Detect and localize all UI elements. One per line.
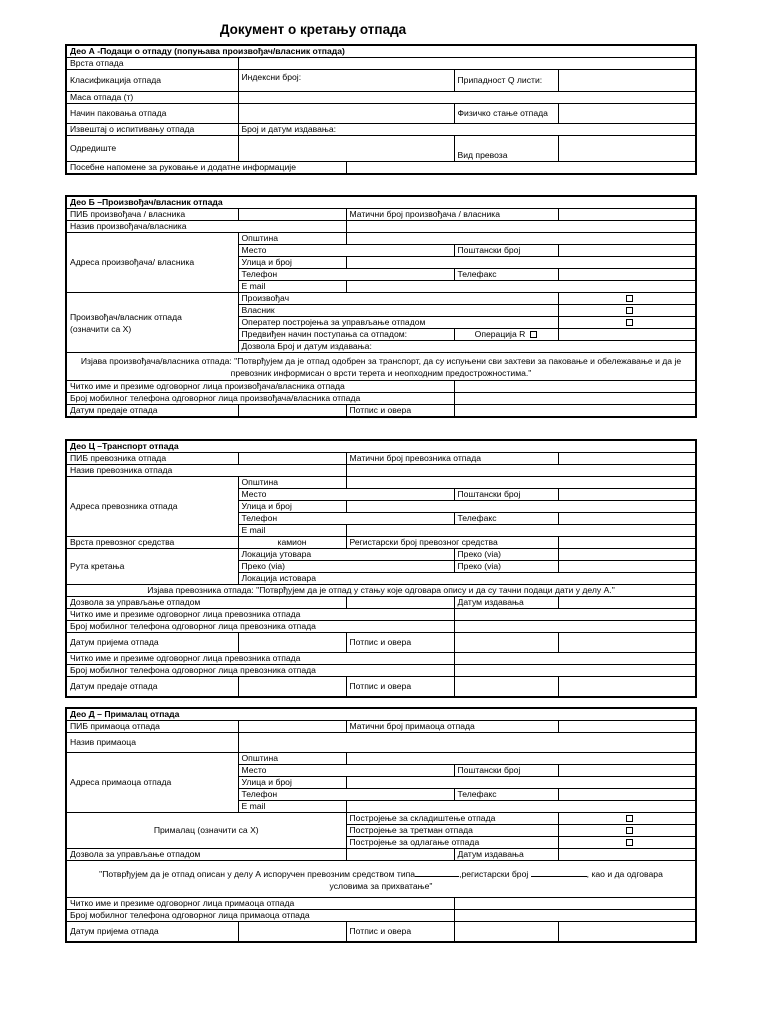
responsible-name-field[interactable] <box>454 381 696 393</box>
responsible-phone-field-2[interactable] <box>454 665 696 677</box>
municipality-field[interactable] <box>346 753 696 765</box>
permit-field[interactable] <box>346 597 454 609</box>
signature-label: Потпис и овера <box>346 405 454 418</box>
section-b-table <box>65 195 697 418</box>
responsible-phone-label: Број мобилног телефона одговорног лица произвођача/власника отпада <box>66 393 454 405</box>
destination-label: Одредиште <box>66 136 238 162</box>
postal-field[interactable] <box>558 765 696 777</box>
issue-date-field[interactable] <box>558 597 696 609</box>
signature-field-3[interactable] <box>454 677 558 698</box>
number-date-label: Број и датум издавања: <box>238 124 696 136</box>
permit-label: Дозвола за управљање отпадом <box>66 849 346 861</box>
email-label: E mail <box>238 525 346 537</box>
section-d-header: Део Д – Прималац отпада <box>66 708 696 721</box>
city-label: Место <box>238 765 454 777</box>
responsible-name-label: Читко име и презиме одговорног лица произвођача/власника отпада <box>66 381 454 393</box>
index-number-label: Индексни број: <box>238 70 454 92</box>
postal-field[interactable] <box>558 245 696 257</box>
issue-date-label: Датум издавања <box>454 849 558 861</box>
receipt-date-field[interactable] <box>238 633 346 653</box>
carrier-name-field[interactable] <box>346 465 696 477</box>
postal-field[interactable] <box>558 489 696 501</box>
owner-checkbox[interactable] <box>558 305 696 317</box>
fax-label: Телефакс <box>454 269 558 281</box>
plate-field[interactable] <box>558 537 696 549</box>
checkbox-icon[interactable] <box>626 827 633 834</box>
via-label-1: Преко (via) <box>454 549 558 561</box>
handover-date-label: Датум предаје отпада <box>66 677 238 698</box>
signature-field-4[interactable] <box>558 677 696 698</box>
operation-r-cell[interactable] <box>454 329 558 341</box>
carrier-statement: Изјава превозника отпада: "Потврђујем да је отпад у стању које одговара опису и да су тачни подаци дати у делу А." <box>66 585 696 597</box>
vehicle-type-label: Врста превозног средства <box>66 537 238 549</box>
route-label: Рута кретања <box>66 549 238 585</box>
checkbox-icon[interactable] <box>626 295 633 302</box>
vehicle-type-value[interactable]: камион <box>238 537 346 549</box>
producer-name-field[interactable] <box>346 221 696 233</box>
checkbox-icon[interactable] <box>626 307 633 314</box>
producer-pib-label: ПИБ произвођача / власника <box>66 209 238 221</box>
signature-field-1[interactable] <box>454 633 558 653</box>
street-label: Улица и број <box>238 777 346 789</box>
municipality-label: Општина <box>238 753 346 765</box>
producer-owner-label: Произвођач/власник отпада (означити са X) <box>66 293 238 353</box>
treatment-checkbox[interactable] <box>558 825 696 837</box>
carrier-name-label: Назив превозника отпада <box>66 465 346 477</box>
checkbox-icon[interactable] <box>626 815 633 822</box>
handover-date-label: Датум предаје отпада <box>66 405 238 418</box>
transport-type-field[interactable] <box>558 136 696 162</box>
storage-option-label: Постројење за складиштење отпада <box>346 813 558 825</box>
signature-label-2: Потпис и овера <box>346 677 454 698</box>
treatment-method-label: Предвиђен начин поступања са отпадом: <box>238 329 454 341</box>
producer-reg-field[interactable] <box>558 209 696 221</box>
handover-date-field[interactable] <box>238 677 346 698</box>
responsible-phone-field[interactable] <box>454 621 696 633</box>
signature-field[interactable] <box>454 405 696 418</box>
permit-label: Дозвола Број и датум издавања: <box>238 341 696 353</box>
carrier-reg-label: Матични број превозника отпада <box>346 453 558 465</box>
responsible-name-field-2[interactable] <box>454 653 696 665</box>
recipient-reg-label: Матични број примаоца отпада <box>346 721 558 733</box>
carrier-reg-field[interactable] <box>558 453 696 465</box>
q-list-field[interactable] <box>558 70 696 92</box>
packaging-field[interactable] <box>238 104 454 124</box>
permit-label: Дозвола за управљање отпадом <box>66 597 346 609</box>
section-a-header: Део А -Подаци о отпаду (попуњава произвођач/власник отпада) <box>66 45 696 58</box>
signature-label: Потпис и овера <box>346 922 454 943</box>
waste-type-field[interactable] <box>238 58 696 70</box>
section-b-header: Део Б –Произвођач/власник отпада <box>66 196 696 209</box>
recipient-name-label: Назив примаоца <box>66 733 238 753</box>
responsible-name-label: Читко име и презиме одговорног лица примаоца отпада <box>66 898 454 910</box>
checkbox-icon[interactable] <box>626 319 633 326</box>
street-field[interactable] <box>346 501 696 513</box>
checkbox-icon[interactable] <box>626 839 633 846</box>
handover-date-field[interactable] <box>238 405 346 418</box>
vehicle-type-blank[interactable] <box>415 867 459 877</box>
recipient-type-label: Прималац (означити са X) <box>66 813 346 849</box>
producer-statement: Изјава произвођача/власника отпада: "Потврђујем да је отпад одобрен за транспорт, да су испуњени сви захтеви за паковање и обележавање и да је превозник информисан о врсти терета и неопходним предострожностима." <box>66 353 696 381</box>
issue-date-field[interactable] <box>558 849 696 861</box>
responsible-phone-field[interactable] <box>454 910 696 922</box>
recipient-pib-field[interactable] <box>238 721 346 733</box>
transport-type-label: Вид превоза <box>454 136 558 162</box>
receipt-date-label: Датум пријема отпада <box>66 922 238 943</box>
carrier-address-label: Адреса превозника отпада <box>66 477 238 537</box>
street-label: Улица и број <box>238 257 346 269</box>
producer-name-label: Назив произвођача/власника <box>66 221 346 233</box>
responsible-phone-field[interactable] <box>454 393 696 405</box>
fax-field[interactable] <box>558 789 696 801</box>
treatment-option-label: Постројење за третман отпада <box>346 825 558 837</box>
section-c-table <box>65 439 697 698</box>
carrier-pib-field[interactable] <box>238 453 346 465</box>
test-report-label: Извештај о испитивању отпада <box>66 124 238 136</box>
via-field-1[interactable] <box>558 549 696 561</box>
street-label: Улица и број <box>238 501 346 513</box>
producer-address-label: Адреса произвођача/ власника <box>66 233 238 293</box>
section-d-table <box>65 707 697 943</box>
operator-checkbox[interactable] <box>558 317 696 329</box>
document-title: Документ о кретању отпада <box>219 22 407 37</box>
municipality-field[interactable] <box>346 233 696 245</box>
responsible-name-field[interactable] <box>454 609 696 621</box>
responsible-phone-label: Број мобилног телефона одговорног лица превозника отпада <box>66 621 454 633</box>
disposal-checkbox[interactable] <box>558 837 696 849</box>
phone-label: Телефон <box>238 269 454 281</box>
loading-location-label: Локација утовара <box>238 549 454 561</box>
producer-reg-label: Матични број произвођача / власника <box>346 209 558 221</box>
responsible-phone-label: Број мобилног телефона одговорног лица примаоца отпада <box>66 910 454 922</box>
physical-state-field[interactable] <box>558 104 696 124</box>
email-label: E mail <box>238 801 346 813</box>
email-field[interactable] <box>346 281 696 293</box>
recipient-pib-label: ПИБ примаоца отпада <box>66 721 238 733</box>
signature-label: Потпис и овера <box>346 633 454 653</box>
postal-label: Поштански број <box>454 245 558 257</box>
email-field[interactable] <box>346 801 696 813</box>
via-label-2: Преко (via) <box>238 561 454 573</box>
operation-r-label: Операција R <box>474 329 526 339</box>
street-field[interactable] <box>346 777 696 789</box>
operator-option-label: Оператер постројења за управљање отпадом <box>238 317 558 329</box>
municipality-label: Општина <box>238 233 346 245</box>
responsible-name-field[interactable] <box>454 898 696 910</box>
municipality-label: Општина <box>238 477 346 489</box>
mass-field[interactable] <box>238 92 696 104</box>
checkbox-icon[interactable] <box>530 331 537 338</box>
receipt-date-label: Датум пријема отпада <box>66 633 238 653</box>
carrier-pib-label: ПИБ превозника отпада <box>66 453 238 465</box>
fax-field[interactable] <box>558 513 696 525</box>
recipient-statement: "Потврђујем да је отпад описан у делу А испоручен превозним средством типа ,регистарски број , као и да одговара условима за прихватање" <box>66 861 696 898</box>
responsible-name-label: Читко име и презиме одговорног лица превозника отпада <box>66 609 454 621</box>
phone-label: Телефон <box>238 789 454 801</box>
storage-checkbox[interactable] <box>558 813 696 825</box>
producer-checkbox[interactable] <box>558 293 696 305</box>
via-label-3: Преко (via) <box>454 561 558 573</box>
owner-option-label: Власник <box>238 305 558 317</box>
fax-field[interactable] <box>558 269 696 281</box>
email-label: E mail <box>238 281 346 293</box>
producer-pib-field[interactable] <box>238 209 346 221</box>
municipality-field[interactable] <box>346 477 696 489</box>
waste-type-label: Врста отпада <box>66 58 238 70</box>
packaging-label: Начин паковања отпада <box>66 104 238 124</box>
postal-label: Поштански број <box>454 489 558 501</box>
operation-r-field[interactable] <box>558 329 696 341</box>
via-field-3[interactable] <box>558 561 696 573</box>
email-field[interactable] <box>346 525 696 537</box>
section-a-table <box>65 44 697 175</box>
fax-label: Телефакс <box>454 789 558 801</box>
mass-label: Маса отпада (т) <box>66 92 238 104</box>
special-notes-label: Посебне напомене за руковање и додатне информације <box>66 162 346 175</box>
signature-field-2[interactable] <box>558 922 696 943</box>
postal-label: Поштански број <box>454 765 558 777</box>
phone-label: Телефон <box>238 513 454 525</box>
signature-field-2[interactable] <box>558 633 696 653</box>
disposal-option-label: Постројење за одлагање отпада <box>346 837 558 849</box>
recipient-reg-field[interactable] <box>558 721 696 733</box>
issue-date-label: Датум издавања <box>454 597 558 609</box>
producer-option-label: Произвођач <box>238 293 558 305</box>
plate-label: Регистарски број превозног средства <box>346 537 558 549</box>
unloading-location-label: Локација истовара <box>238 573 696 585</box>
destination-field[interactable] <box>238 136 454 162</box>
recipient-address-label: Адреса примаоца отпада <box>66 753 238 813</box>
classification-label: Класификација отпада <box>66 70 238 92</box>
permit-field[interactable] <box>346 849 454 861</box>
receipt-date-field[interactable] <box>238 922 346 943</box>
street-field[interactable] <box>346 257 696 269</box>
responsible-phone-label-2: Број мобилног телефона одговорног лица превозника отпада <box>66 665 454 677</box>
city-label: Место <box>238 489 454 501</box>
special-notes-field[interactable] <box>346 162 696 175</box>
city-label: Место <box>238 245 454 257</box>
plate-blank[interactable] <box>531 867 587 877</box>
responsible-name-label-2: Читко име и презиме одговорног лица превозника отпада <box>66 653 454 665</box>
signature-field-1[interactable] <box>454 922 558 943</box>
physical-state-label: Физичко стање отпада <box>454 104 558 124</box>
fax-label: Телефакс <box>454 513 558 525</box>
q-list-label: Припадност Q листи: <box>454 70 558 92</box>
recipient-name-field[interactable] <box>238 733 696 753</box>
section-c-header: Део Ц –Транспорт отпада <box>66 440 696 453</box>
